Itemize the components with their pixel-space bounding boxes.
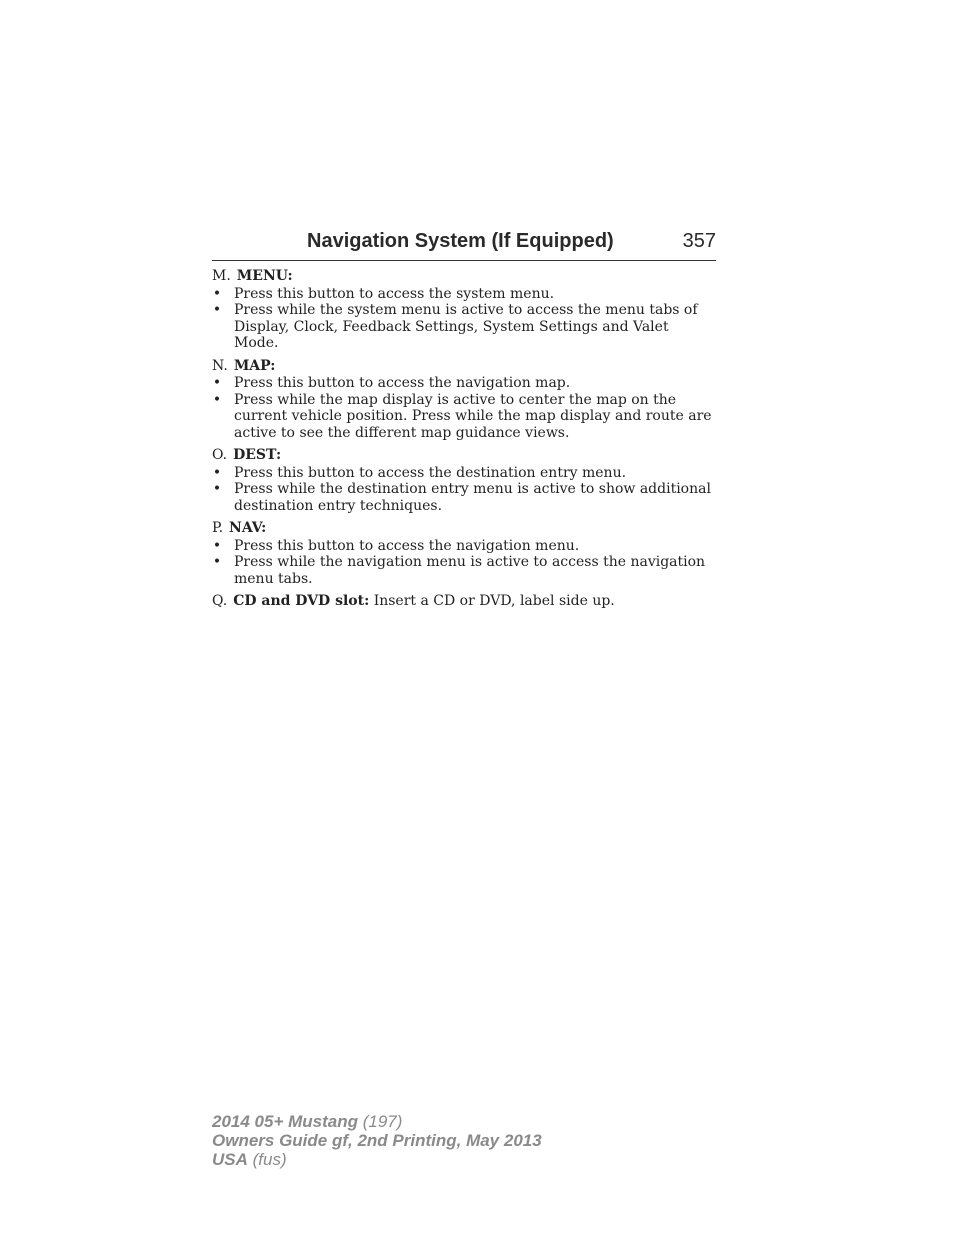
footer-market-code: (fus) [252, 1150, 287, 1169]
bullet-list [212, 465, 712, 515]
bullet-text: Press this button to access the navigation menu. [234, 537, 580, 554]
item-heading [212, 447, 712, 464]
item-letter: M. [212, 268, 231, 284]
bullet-icon: • [212, 464, 222, 481]
bullet-text: Press this button to access the navigation map. [234, 375, 571, 391]
item-text: Insert a CD or DVD, label side up. [373, 593, 615, 609]
list-item [212, 286, 712, 303]
footer-edition: Owners Guide gf, 2nd Printing, May 2013 [212, 1131, 542, 1150]
item-heading [212, 268, 712, 285]
bullet-text: Press while the map display is active to center the map on the current vehicle position. Press while the map display and route are active to see the different map guidance views. [234, 391, 712, 441]
footer-market: USA [212, 1150, 248, 1169]
list-item [212, 538, 712, 555]
item-letter: O. [212, 447, 228, 463]
footer-model: 2014 05+ Mustang [212, 1112, 358, 1131]
list-item [212, 465, 712, 482]
bullet-text: Press this button to access the system menu. [234, 285, 555, 302]
item-letter: N. [212, 357, 228, 374]
item-heading [212, 593, 712, 610]
page-number: 357 [682, 230, 716, 252]
footer-line [212, 1150, 542, 1169]
bullet-list [212, 286, 712, 352]
bullet-icon: • [212, 375, 222, 391]
section-nav [212, 520, 712, 587]
bullet-icon: • [212, 285, 222, 302]
bullet-icon: • [212, 391, 222, 408]
section-menu [212, 268, 712, 352]
item-letter: P. [212, 520, 224, 536]
page-content [212, 268, 712, 616]
item-heading [212, 520, 712, 537]
page-footer [212, 1112, 542, 1169]
footer-line [212, 1131, 542, 1150]
bullet-icon: • [212, 302, 222, 318]
section-map [212, 358, 712, 442]
item-heading [212, 358, 712, 375]
list-item [212, 554, 712, 587]
list-item [212, 375, 712, 392]
bullet-list [212, 538, 712, 588]
item-label: MAP: [233, 357, 276, 374]
footer-line [212, 1112, 542, 1131]
section-cd-dvd-slot [212, 593, 712, 610]
bullet-text: Press this button to access the destination entry menu. [234, 464, 627, 481]
section-dest [212, 447, 712, 514]
item-label: DEST: [233, 447, 282, 463]
bullet-list [212, 375, 712, 441]
bullet-icon: • [212, 537, 222, 554]
section-title: Navigation System (If Equipped) [307, 230, 614, 252]
bullet-text: Press while the destination entry menu is active to show additional destination entry techniques. [234, 481, 711, 514]
item-label: NAV: [229, 520, 267, 536]
list-item [212, 481, 712, 514]
page-header [212, 228, 716, 261]
list-item [212, 302, 712, 352]
item-label: MENU: [236, 268, 293, 284]
footer-code: (197) [362, 1112, 403, 1131]
list-item [212, 392, 712, 442]
item-label: CD and DVD slot: [233, 593, 370, 609]
item-letter: Q. [212, 593, 228, 609]
bullet-text: Press while the system menu is active to access the menu tabs of Display, Clock, Feedback Settings, System Settings and Valet Mode. [234, 302, 698, 351]
bullet-text: Press while the navigation menu is active to access the navigation menu tabs. [234, 554, 706, 587]
bullet-icon: • [212, 481, 222, 497]
bullet-icon: • [212, 554, 222, 570]
